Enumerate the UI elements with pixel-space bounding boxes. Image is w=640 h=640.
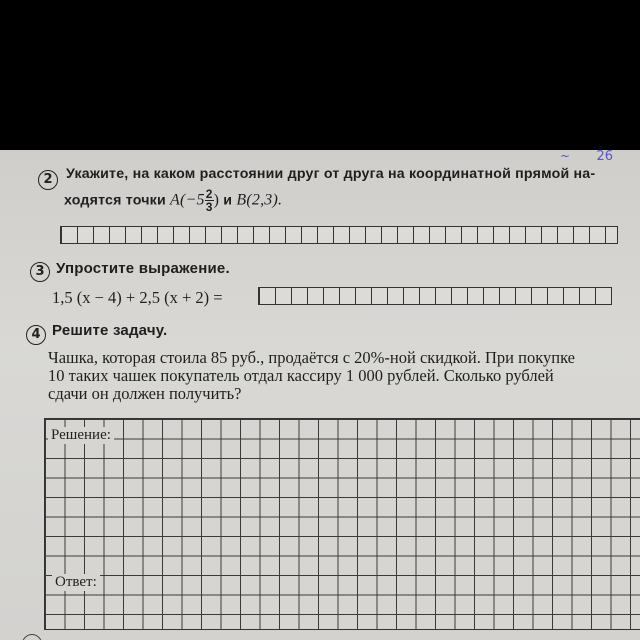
task-4-number: 4 (26, 325, 46, 345)
solution-label: Решение: (48, 427, 114, 444)
task-4-line-3: сдачи он должен получить? (48, 384, 242, 403)
point-a: A(−5 (170, 191, 205, 209)
handwritten-note: ~ 26 (560, 150, 614, 164)
task-4-line-2: 10 таких чашек покупатель отдал кассиру 1 000 рублей. Сколько рублей (48, 366, 554, 385)
solution-grid[interactable] (44, 418, 640, 630)
fraction (205, 188, 214, 213)
task-2-line-2 (64, 188, 282, 213)
task-2-answer-cells[interactable] (60, 226, 618, 244)
task-2-number: 2 (38, 170, 58, 190)
point-a-close: ) (213, 191, 220, 209)
next-task-number (22, 634, 42, 640)
task-3-title: Упростите выражение. (56, 260, 230, 277)
and-word: и (219, 192, 237, 209)
task-3-answer-cells[interactable] (258, 287, 612, 305)
task-4-title: Решите задачу. (52, 322, 168, 339)
answer-label: Ответ: (52, 574, 100, 591)
task-4-line-1: Чашка, которая стоила 85 руб., продаётся с 20%-ной скидкой. При покупке (48, 348, 576, 367)
task-2-line-1: Укажите, на каком расстоянии друг от друга на координатной прямой на- (66, 166, 596, 182)
task-3-expression: 1,5 (x − 4) + 2,5 (x + 2) = (52, 288, 223, 307)
task-3-number: 3 (30, 262, 50, 282)
fraction-numerator: 2 (205, 187, 213, 201)
task-2-prefix: ходятся точки (64, 192, 171, 209)
point-b: B(2,3). (236, 191, 283, 209)
worksheet-page (0, 150, 640, 640)
fraction-denominator: 3 (205, 200, 213, 214)
